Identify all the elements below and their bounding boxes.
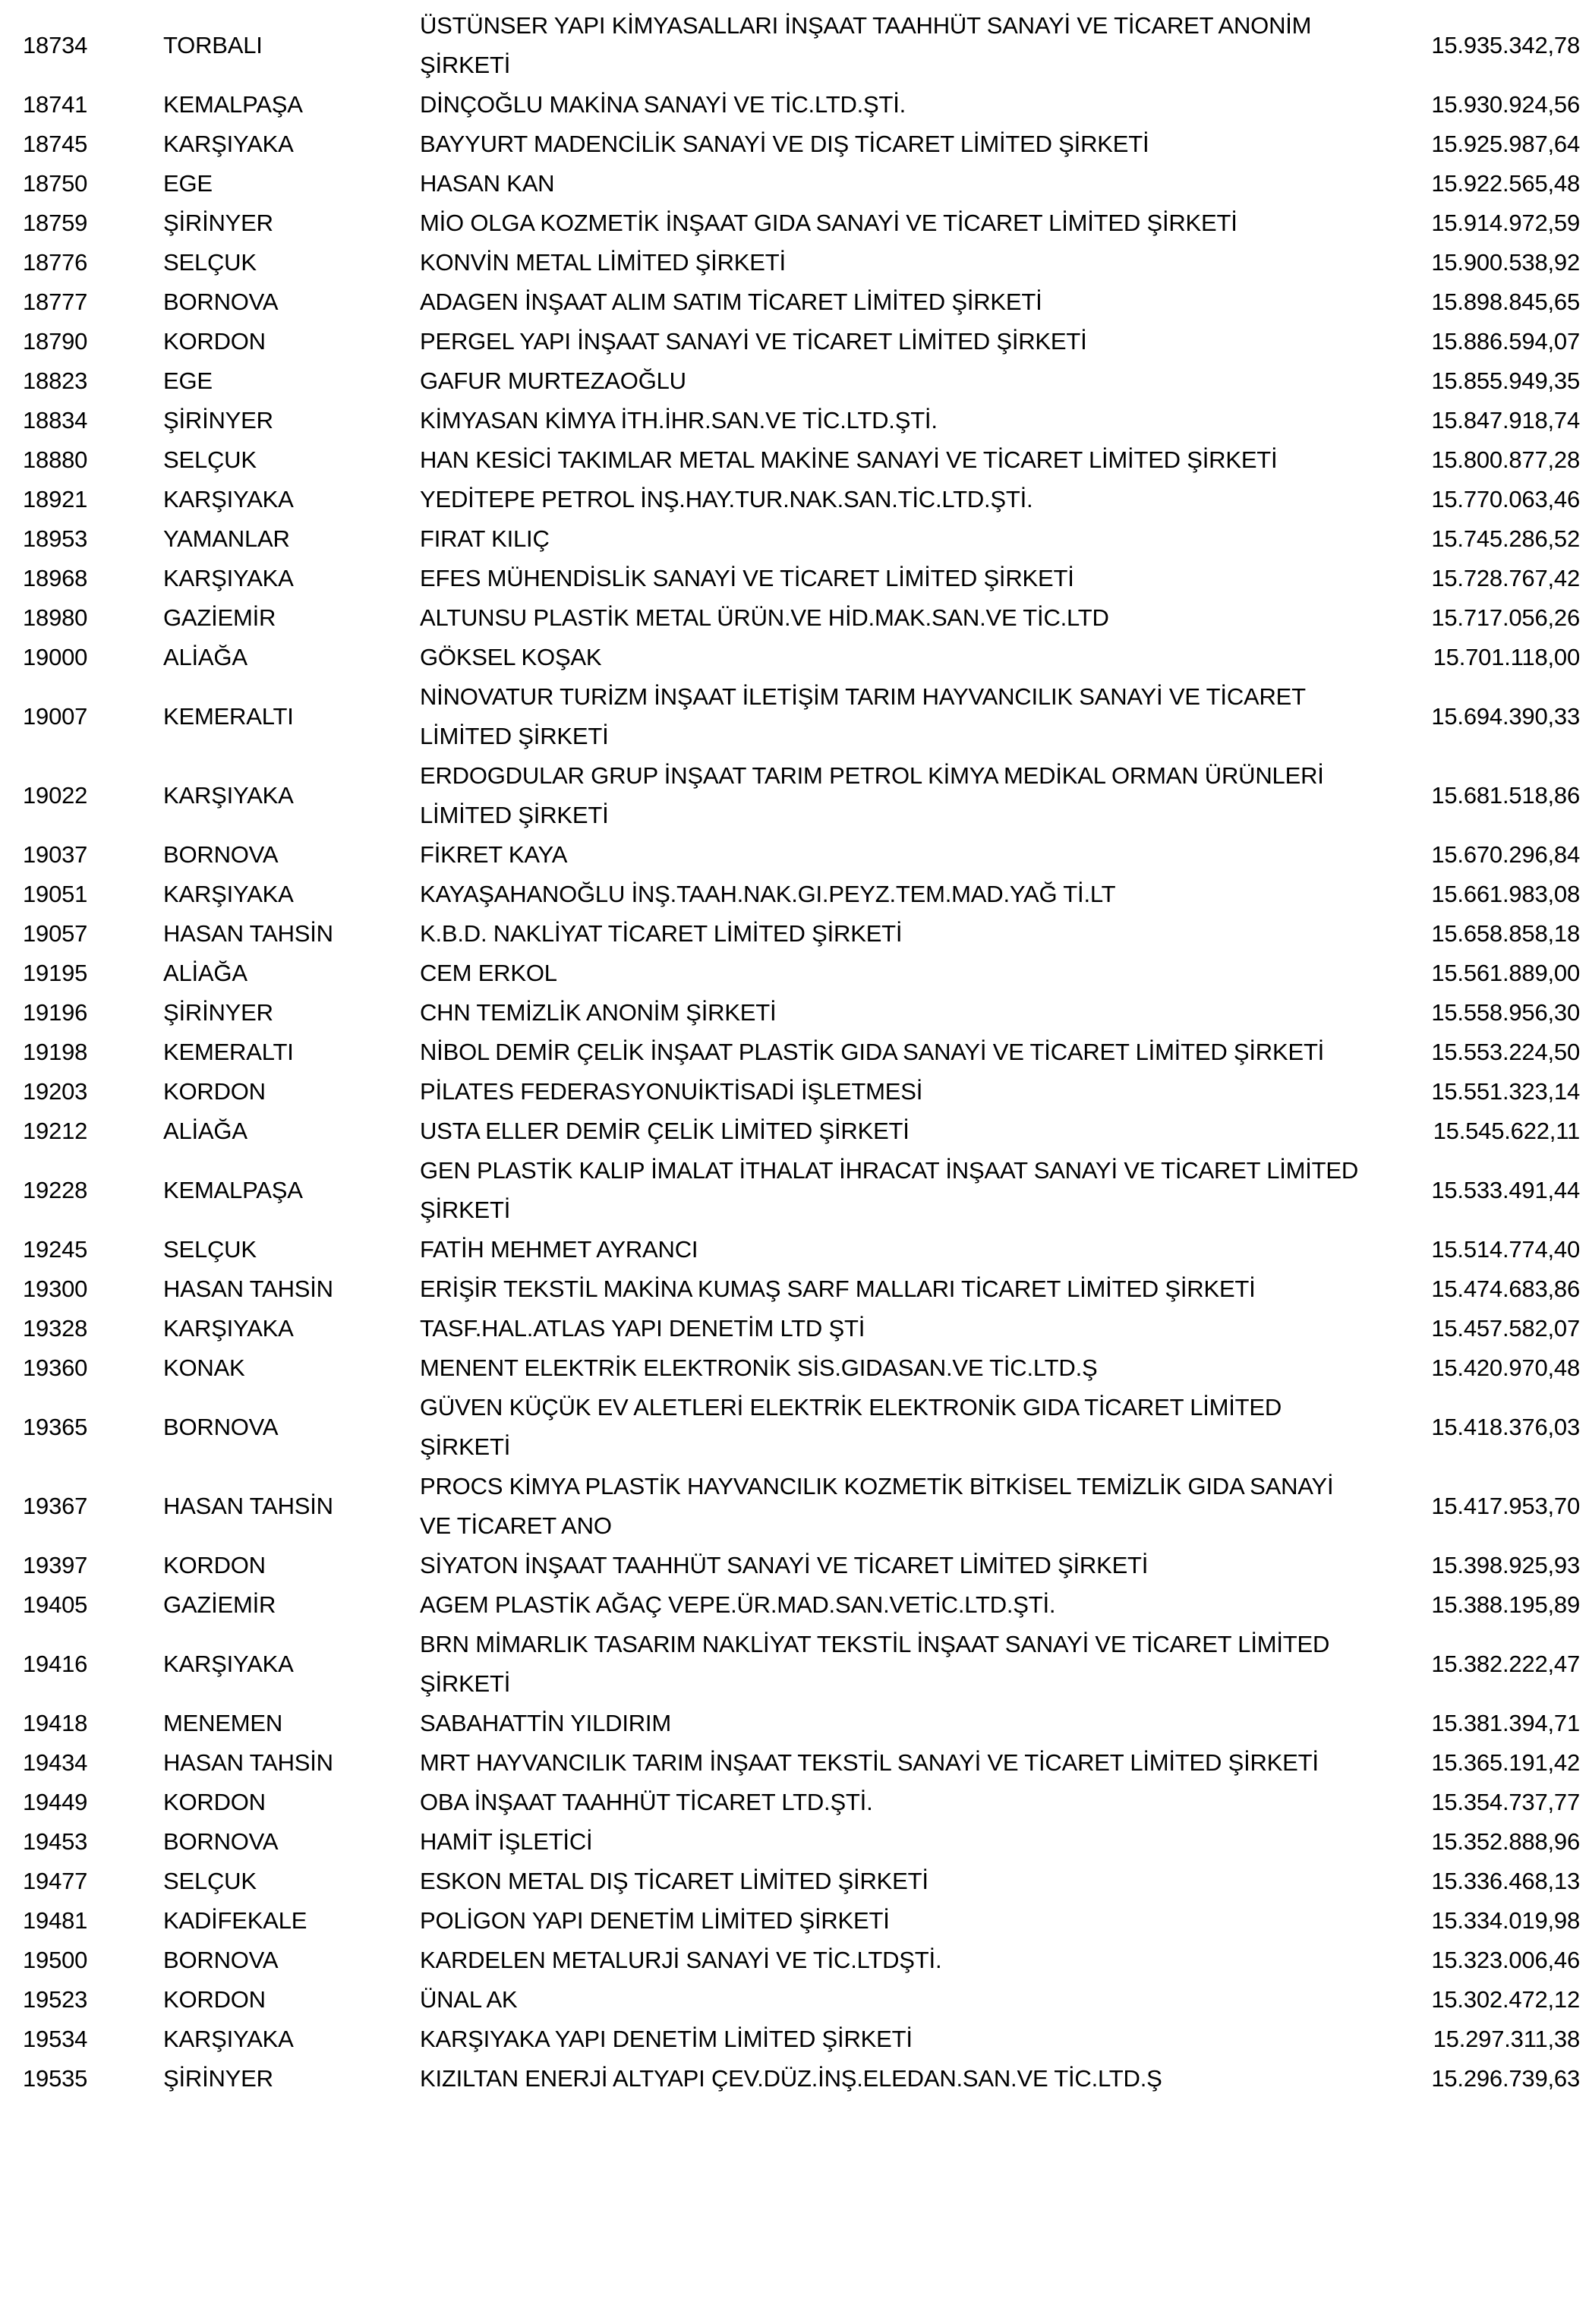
rank-cell: 18734 bbox=[23, 32, 88, 58]
amount-cell: 15.302.472,12 bbox=[1431, 1986, 1580, 2013]
table-row bbox=[0, 2059, 1589, 2099]
table-row bbox=[0, 85, 1589, 125]
taxpayer-name-cell: GÜVEN KÜÇÜK EV ALETLERİ ELEKTRİK ELEKTRONİK GIDA TİCARET LİMİTED ŞİRKETİ bbox=[420, 1394, 1282, 1460]
taxpayer-name-cell: ÜSTÜNSER YAPI KİMYASALLARI İNŞAAT TAAHHÜT SANAYİ VE TİCARET ANONİM ŞİRKETİ bbox=[420, 12, 1312, 78]
amount-cell: 15.855.949,35 bbox=[1431, 367, 1580, 394]
amount-cell: 15.296.739,63 bbox=[1431, 2065, 1580, 2092]
rank-cell: 19405 bbox=[23, 1591, 88, 1618]
rank-cell: 19203 bbox=[23, 1078, 88, 1105]
taxpayer-name-cell: NİBOL DEMİR ÇELİK İNŞAAT PLASTİK GIDA SANAYİ VE TİCARET LİMİTED ŞİRKETİ bbox=[420, 1039, 1325, 1065]
tax-office-cell: EGE bbox=[163, 170, 213, 197]
taxpayer-name-cell: POLİGON YAPI DENETİM LİMİTED ŞİRKETİ bbox=[420, 1907, 890, 1934]
amount-cell: 15.381.394,71 bbox=[1431, 1710, 1580, 1736]
rank-cell: 19228 bbox=[23, 1177, 88, 1203]
tax-office-cell: KARŞIYAKA bbox=[163, 782, 294, 809]
taxpayer-name-cell: GEN PLASTİK KALIP İMALAT İTHALAT İHRACAT İNŞAAT SANAYİ VE TİCARET LİMİTED ŞİRKETİ bbox=[420, 1157, 1359, 1223]
table-row bbox=[0, 203, 1589, 243]
tax-office-cell: BORNOVA bbox=[163, 289, 279, 315]
tax-office-cell: KARŞIYAKA bbox=[163, 486, 294, 512]
tax-office-cell: ALİAĞA bbox=[163, 644, 247, 670]
tax-office-cell: MENEMEN bbox=[163, 1710, 283, 1736]
rank-cell: 19397 bbox=[23, 1552, 88, 1578]
taxpayer-name-cell: PERGEL YAPI İNŞAAT SANAYİ VE TİCARET LİMİTED ŞİRKETİ bbox=[420, 328, 1087, 355]
taxpayer-name-cell: SİYATON İNŞAAT TAAHHÜT SANAYİ VE TİCARET LİMİTED ŞİRKETİ bbox=[420, 1552, 1149, 1578]
tax-office-cell: EGE bbox=[163, 367, 213, 394]
rank-cell: 18834 bbox=[23, 407, 88, 434]
table-row bbox=[0, 440, 1589, 480]
table-row bbox=[0, 282, 1589, 322]
table-row bbox=[0, 1309, 1589, 1348]
rank-cell: 18741 bbox=[23, 91, 88, 118]
rank-cell: 18921 bbox=[23, 486, 88, 512]
amount-cell: 15.701.118,00 bbox=[1433, 644, 1580, 670]
tax-office-cell: SELÇUK bbox=[163, 1236, 257, 1263]
tax-office-cell: KEMALPAŞA bbox=[163, 1177, 303, 1203]
tax-office-cell: HASAN TAHSİN bbox=[163, 920, 333, 947]
tax-office-cell: ALİAĞA bbox=[163, 1118, 247, 1144]
rank-cell: 19300 bbox=[23, 1276, 88, 1302]
amount-cell: 15.297.311,38 bbox=[1433, 2026, 1580, 2052]
taxpayer-name-cell: GAFUR MURTEZAOĞLU bbox=[420, 367, 686, 394]
amount-cell: 15.533.491,44 bbox=[1431, 1177, 1580, 1203]
table-row bbox=[0, 1112, 1589, 1151]
table-row bbox=[0, 756, 1589, 835]
taxpayer-name-cell: ERİŞİR TEKSTİL MAKİNA KUMAŞ SARF MALLARI TİCARET LİMİTED ŞİRKETİ bbox=[420, 1276, 1256, 1302]
taxpayer-name-cell: DİNÇOĞLU MAKİNA SANAYİ VE TİC.LTD.ŞTİ. bbox=[420, 91, 906, 118]
rank-cell: 19500 bbox=[23, 1947, 88, 1973]
rank-cell: 18968 bbox=[23, 565, 88, 591]
rank-cell: 18880 bbox=[23, 446, 88, 473]
table-row bbox=[0, 954, 1589, 993]
table-row bbox=[0, 1783, 1589, 1822]
table-row bbox=[0, 361, 1589, 401]
tax-office-cell: KADİFEKALE bbox=[163, 1907, 307, 1934]
taxpayer-name-cell: ÜNAL AK bbox=[420, 1986, 518, 2013]
tax-office-cell: HASAN TAHSİN bbox=[163, 1749, 333, 1776]
table-row bbox=[0, 1901, 1589, 1941]
taxpayer-name-cell: YEDİTEPE PETROL İNŞ.HAY.TUR.NAK.SAN.TİC.LTD.ŞTİ. bbox=[420, 486, 1033, 512]
taxpayer-name-cell: NİNOVATUR TURİZM İNŞAAT İLETİŞİM TARIM HAYVANCILIK SANAYİ VE TİCARET LİMİTED ŞİRKETİ bbox=[420, 683, 1306, 749]
table-row bbox=[0, 1230, 1589, 1269]
table-row bbox=[0, 559, 1589, 598]
amount-cell: 15.661.983,08 bbox=[1431, 881, 1580, 907]
table-row bbox=[0, 1822, 1589, 1862]
rank-cell: 18777 bbox=[23, 289, 88, 315]
tax-office-cell: ALİAĞA bbox=[163, 960, 247, 986]
amount-cell: 15.365.191,42 bbox=[1431, 1749, 1580, 1776]
amount-cell: 15.717.056,26 bbox=[1431, 604, 1580, 631]
rank-cell: 19196 bbox=[23, 999, 88, 1026]
table-row bbox=[0, 1585, 1589, 1625]
tax-office-cell: KARŞIYAKA bbox=[163, 1315, 294, 1342]
taxpayer-name-cell: TASF.HAL.ATLAS YAPI DENETİM LTD ŞTİ bbox=[420, 1315, 865, 1342]
table-row bbox=[0, 243, 1589, 282]
amount-cell: 15.336.468,13 bbox=[1431, 1868, 1580, 1894]
amount-cell: 15.558.956,30 bbox=[1431, 999, 1580, 1026]
table-row bbox=[0, 1348, 1589, 1388]
tax-office-cell: HASAN TAHSİN bbox=[163, 1276, 333, 1302]
tax-office-cell: ŞİRİNYER bbox=[163, 999, 273, 1026]
amount-cell: 15.352.888,96 bbox=[1431, 1828, 1580, 1855]
taxpayer-name-cell: EFES MÜHENDİSLİK SANAYİ VE TİCARET LİMİTED ŞİRKETİ bbox=[420, 565, 1074, 591]
tax-office-cell: YAMANLAR bbox=[163, 525, 290, 552]
taxpayer-name-cell: HAMİT İŞLETİCİ bbox=[420, 1828, 593, 1855]
amount-cell: 15.420.970,48 bbox=[1431, 1354, 1580, 1381]
table-row bbox=[0, 1269, 1589, 1309]
table-row bbox=[0, 1151, 1589, 1230]
taxpayer-name-cell: KARŞIYAKA YAPI DENETİM LİMİTED ŞİRKETİ bbox=[420, 2026, 913, 2052]
table-row bbox=[0, 1625, 1589, 1704]
table-row bbox=[0, 519, 1589, 559]
table-row bbox=[0, 2020, 1589, 2059]
table-row bbox=[0, 125, 1589, 164]
tax-office-cell: KONAK bbox=[163, 1354, 245, 1381]
taxpayer-name-cell: ESKON METAL DIŞ TİCARET LİMİTED ŞİRKETİ bbox=[420, 1868, 928, 1894]
taxpayer-name-cell: SABAHATTİN YILDIRIM bbox=[420, 1710, 671, 1736]
tax-office-cell: HASAN TAHSİN bbox=[163, 1493, 333, 1519]
amount-cell: 15.770.063,46 bbox=[1431, 486, 1580, 512]
amount-cell: 15.398.925,93 bbox=[1431, 1552, 1580, 1578]
amount-cell: 15.561.889,00 bbox=[1431, 960, 1580, 986]
rank-cell: 19416 bbox=[23, 1651, 88, 1677]
table-row bbox=[0, 1467, 1589, 1546]
tax-office-cell: BORNOVA bbox=[163, 1947, 279, 1973]
taxpayer-name-cell: OBA İNŞAAT TAAHHÜT TİCARET LTD.ŞTİ. bbox=[420, 1789, 873, 1815]
rank-cell: 19360 bbox=[23, 1354, 88, 1381]
rank-cell: 18980 bbox=[23, 604, 88, 631]
amount-cell: 15.925.987,64 bbox=[1431, 131, 1580, 157]
taxpayer-name-cell: GÖKSEL KOŞAK bbox=[420, 644, 602, 670]
tax-office-cell: KARŞIYAKA bbox=[163, 565, 294, 591]
taxpayer-table bbox=[0, 6, 1589, 2099]
amount-cell: 15.930.924,56 bbox=[1431, 91, 1580, 118]
table-row bbox=[0, 6, 1589, 85]
taxpayer-name-cell: ADAGEN İNŞAAT ALIM SATIM TİCARET LİMİTED ŞİRKETİ bbox=[420, 289, 1042, 315]
tax-office-cell: ŞİRİNYER bbox=[163, 210, 273, 236]
table-row bbox=[0, 322, 1589, 361]
rank-cell: 18759 bbox=[23, 210, 88, 236]
taxpayer-name-cell: FİKRET KAYA bbox=[420, 841, 568, 868]
amount-cell: 15.474.683,86 bbox=[1431, 1276, 1580, 1302]
table-row bbox=[0, 835, 1589, 875]
taxpayer-name-cell: AGEM PLASTİK AĞAÇ VEPE.ÜR.MAD.SAN.VETİC.LTD.ŞTİ. bbox=[420, 1591, 1056, 1618]
table-row bbox=[0, 677, 1589, 756]
amount-cell: 15.334.019,98 bbox=[1431, 1907, 1580, 1934]
table-row bbox=[0, 1388, 1589, 1467]
taxpayer-name-cell: CHN TEMİZLİK ANONİM ŞİRKETİ bbox=[420, 999, 777, 1026]
tax-office-cell: GAZİEMİR bbox=[163, 604, 276, 631]
amount-cell: 15.354.737,77 bbox=[1431, 1789, 1580, 1815]
taxpayer-name-cell: KAYAŞAHANOĞLU İNŞ.TAAH.NAK.GI.PEYZ.TEM.MAD.YAĞ Tİ.LT bbox=[420, 881, 1116, 907]
table-row bbox=[0, 1704, 1589, 1743]
amount-cell: 15.745.286,52 bbox=[1431, 525, 1580, 552]
table-row bbox=[0, 1941, 1589, 1980]
rank-cell: 19523 bbox=[23, 1986, 88, 2013]
rank-cell: 19245 bbox=[23, 1236, 88, 1263]
amount-cell: 15.388.195,89 bbox=[1431, 1591, 1580, 1618]
rank-cell: 19453 bbox=[23, 1828, 88, 1855]
amount-cell: 15.553.224,50 bbox=[1431, 1039, 1580, 1065]
rank-cell: 19057 bbox=[23, 920, 88, 947]
tax-office-cell: SELÇUK bbox=[163, 1868, 257, 1894]
rank-cell: 18745 bbox=[23, 131, 88, 157]
table-row bbox=[0, 1980, 1589, 2020]
rank-cell: 18750 bbox=[23, 170, 88, 197]
amount-cell: 15.545.622,11 bbox=[1433, 1118, 1580, 1144]
rank-cell: 19037 bbox=[23, 841, 88, 868]
tax-office-cell: KORDON bbox=[163, 328, 266, 355]
tax-office-cell: KORDON bbox=[163, 1078, 266, 1105]
tax-office-cell: KORDON bbox=[163, 1986, 266, 2013]
tax-office-cell: TORBALI bbox=[163, 32, 263, 58]
rank-cell: 19481 bbox=[23, 1907, 88, 1934]
taxpayer-name-cell: ERDOGDULAR GRUP İNŞAAT TARIM PETROL KİMYA MEDİKAL ORMAN ÜRÜNLERİ LİMİTED ŞİRKETİ bbox=[420, 762, 1324, 828]
amount-cell: 15.551.323,14 bbox=[1431, 1078, 1580, 1105]
amount-cell: 15.922.565,48 bbox=[1431, 170, 1580, 197]
amount-cell: 15.847.918,74 bbox=[1431, 407, 1580, 434]
table-row bbox=[0, 1743, 1589, 1783]
taxpayer-name-cell: PİLATES FEDERASYONUİKTİSADİ İŞLETMESİ bbox=[420, 1078, 923, 1105]
table-row bbox=[0, 598, 1589, 638]
rank-cell: 19198 bbox=[23, 1039, 88, 1065]
table-row bbox=[0, 401, 1589, 440]
tax-office-cell: BORNOVA bbox=[163, 841, 279, 868]
table-row bbox=[0, 1546, 1589, 1585]
amount-cell: 15.323.006,46 bbox=[1431, 1947, 1580, 1973]
taxpayer-name-cell: BAYYURT MADENCİLİK SANAYİ VE DIŞ TİCARET LİMİTED ŞİRKETİ bbox=[420, 131, 1149, 157]
taxpayer-name-cell: MRT HAYVANCILIK TARIM İNŞAAT TEKSTİL SANAYİ VE TİCARET LİMİTED ŞİRKETİ bbox=[420, 1749, 1319, 1776]
amount-cell: 15.514.774,40 bbox=[1431, 1236, 1580, 1263]
taxpayer-name-cell: K.B.D. NAKLİYAT TİCARET LİMİTED ŞİRKETİ bbox=[420, 920, 903, 947]
rank-cell: 19534 bbox=[23, 2026, 88, 2052]
rank-cell: 18953 bbox=[23, 525, 88, 552]
tax-office-cell: BORNOVA bbox=[163, 1828, 279, 1855]
amount-cell: 15.800.877,28 bbox=[1431, 446, 1580, 473]
taxpayer-name-cell: MENENT ELEKTRİK ELEKTRONİK SİS.GIDASAN.VE TİC.LTD.Ş bbox=[420, 1354, 1098, 1381]
rank-cell: 19535 bbox=[23, 2065, 88, 2092]
tax-office-cell: ŞİRİNYER bbox=[163, 407, 273, 434]
rank-cell: 19022 bbox=[23, 782, 88, 809]
rank-cell: 19000 bbox=[23, 644, 88, 670]
amount-cell: 15.658.858,18 bbox=[1431, 920, 1580, 947]
taxpayer-name-cell: CEM ERKOL bbox=[420, 960, 557, 986]
rank-cell: 19007 bbox=[23, 703, 88, 730]
tax-office-cell: GAZİEMİR bbox=[163, 1591, 276, 1618]
taxpayer-name-cell: KIZILTAN ENERJİ ALTYAPI ÇEV.DÜZ.İNŞ.ELEDAN.SAN.VE TİC.LTD.Ş bbox=[420, 2065, 1162, 2092]
rank-cell: 19418 bbox=[23, 1710, 88, 1736]
table-row bbox=[0, 993, 1589, 1033]
rank-cell: 19434 bbox=[23, 1749, 88, 1776]
amount-cell: 15.728.767,42 bbox=[1431, 565, 1580, 591]
amount-cell: 15.935.342,78 bbox=[1431, 32, 1580, 58]
taxpayer-name-cell: MİO OLGA KOZMETİK İNŞAAT GIDA SANAYİ VE TİCARET LİMİTED ŞİRKETİ bbox=[420, 210, 1237, 236]
amount-cell: 15.457.582,07 bbox=[1431, 1315, 1580, 1342]
tax-office-cell: KEMALPAŞA bbox=[163, 91, 303, 118]
amount-cell: 15.681.518,86 bbox=[1431, 782, 1580, 809]
amount-cell: 15.900.538,92 bbox=[1431, 249, 1580, 276]
rank-cell: 19051 bbox=[23, 881, 88, 907]
amount-cell: 15.898.845,65 bbox=[1431, 289, 1580, 315]
table-row bbox=[0, 1033, 1589, 1072]
tax-office-cell: KARŞIYAKA bbox=[163, 881, 294, 907]
rank-cell: 19328 bbox=[23, 1315, 88, 1342]
taxpayer-table-body bbox=[0, 6, 1589, 2099]
rank-cell: 18790 bbox=[23, 328, 88, 355]
taxpayer-name-cell: FATİH MEHMET AYRANCI bbox=[420, 1236, 698, 1263]
taxpayer-name-cell: HAN KESİCİ TAKIMLAR METAL MAKİNE SANAYİ VE TİCARET LİMİTED ŞİRKETİ bbox=[420, 446, 1278, 473]
rank-cell: 18776 bbox=[23, 249, 88, 276]
tax-office-cell: SELÇUK bbox=[163, 249, 257, 276]
table-row bbox=[0, 875, 1589, 914]
taxpayer-name-cell: HASAN KAN bbox=[420, 170, 555, 197]
taxpayer-name-cell: PROCS KİMYA PLASTİK HAYVANCILIK KOZMETİK BİTKİSEL TEMİZLİK GIDA SANAYİ VE TİCARET ANO bbox=[420, 1473, 1334, 1539]
amount-cell: 15.417.953,70 bbox=[1431, 1493, 1580, 1519]
table-row bbox=[0, 480, 1589, 519]
amount-cell: 15.418.376,03 bbox=[1431, 1414, 1580, 1440]
table-row bbox=[0, 1072, 1589, 1112]
amount-cell: 15.694.390,33 bbox=[1431, 703, 1580, 730]
taxpayer-name-cell: BRN MİMARLIK TASARIM NAKLİYAT TEKSTİL İNŞAAT SANAYİ VE TİCARET LİMİTED ŞİRKETİ bbox=[420, 1631, 1330, 1697]
tax-office-cell: KARŞIYAKA bbox=[163, 2026, 294, 2052]
tax-office-cell: KEMERALTI bbox=[163, 703, 294, 730]
rank-cell: 19195 bbox=[23, 960, 88, 986]
rank-cell: 19477 bbox=[23, 1868, 88, 1894]
tax-office-cell: ŞİRİNYER bbox=[163, 2065, 273, 2092]
tax-office-cell: SELÇUK bbox=[163, 446, 257, 473]
table-row bbox=[0, 638, 1589, 677]
table-row bbox=[0, 1862, 1589, 1901]
rank-cell: 18823 bbox=[23, 367, 88, 394]
amount-cell: 15.670.296,84 bbox=[1431, 841, 1580, 868]
taxpayer-name-cell: KİMYASAN KİMYA İTH.İHR.SAN.VE TİC.LTD.ŞTİ. bbox=[420, 407, 938, 434]
tax-office-cell: KARŞIYAKA bbox=[163, 131, 294, 157]
taxpayer-name-cell: FIRAT KILIÇ bbox=[420, 525, 550, 552]
amount-cell: 15.914.972,59 bbox=[1431, 210, 1580, 236]
rank-cell: 19367 bbox=[23, 1493, 88, 1519]
taxpayer-name-cell: KARDELEN METALURJİ SANAYİ VE TİC.LTDŞTİ. bbox=[420, 1947, 942, 1973]
tax-office-cell: KARŞIYAKA bbox=[163, 1651, 294, 1677]
rank-cell: 19365 bbox=[23, 1414, 88, 1440]
table-row bbox=[0, 164, 1589, 203]
rank-cell: 19212 bbox=[23, 1118, 88, 1144]
taxpayer-name-cell: USTA ELLER DEMİR ÇELİK LİMİTED ŞİRKETİ bbox=[420, 1118, 910, 1144]
table-row bbox=[0, 914, 1589, 954]
tax-office-cell: KEMERALTI bbox=[163, 1039, 294, 1065]
tax-office-cell: KORDON bbox=[163, 1552, 266, 1578]
amount-cell: 15.886.594,07 bbox=[1431, 328, 1580, 355]
tax-office-cell: KORDON bbox=[163, 1789, 266, 1815]
taxpayer-name-cell: ALTUNSU PLASTİK METAL ÜRÜN.VE HİD.MAK.SAN.VE TİC.LTD bbox=[420, 604, 1109, 631]
tax-office-cell: BORNOVA bbox=[163, 1414, 279, 1440]
rank-cell: 19449 bbox=[23, 1789, 88, 1815]
taxpayer-name-cell: KONVİN METAL LİMİTED ŞİRKETİ bbox=[420, 249, 786, 276]
amount-cell: 15.382.222,47 bbox=[1431, 1651, 1580, 1677]
